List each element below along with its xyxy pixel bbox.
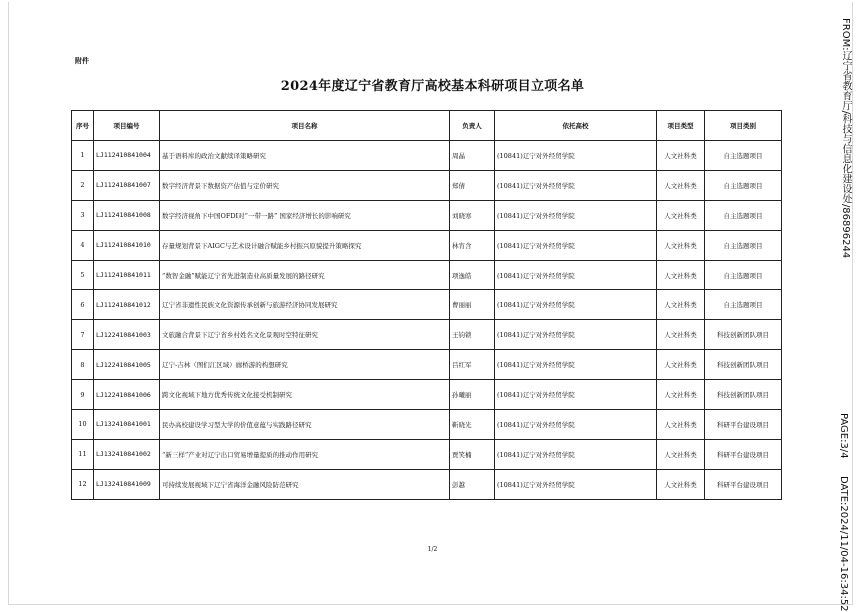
cell-category: 科研平台建设项目: [705, 439, 782, 469]
col-header-category: 项目类别: [705, 111, 782, 141]
cell-name: 跨文化视域下地方优秀传统文化接受机制研究: [160, 380, 450, 410]
table-row: [72, 260, 782, 290]
col-header-leader: 负责人: [450, 111, 495, 141]
table-row: [72, 290, 782, 320]
cell-name: 存量规划背景下AIGC与艺术设计融合赋能乡村振兴原貌提升策略探究: [160, 230, 450, 260]
cell-name: 基于语料库的政治文献续译策略研究: [160, 141, 450, 171]
cell-type: 人文社科类: [657, 469, 705, 499]
fax-page-text: PAGE:3/4: [838, 413, 849, 459]
table-header-row: [72, 111, 782, 141]
cell-category: 科技创新团队项目: [705, 320, 782, 350]
cell-code: LJ122410841006: [94, 380, 160, 410]
cell-category: 自主选题项目: [705, 141, 782, 171]
table-row: [72, 410, 782, 440]
cell-code: LJ112410841011: [94, 260, 160, 290]
cell-code: LJ122410841003: [94, 320, 160, 350]
col-header-university: 依托高校: [495, 111, 657, 141]
cell-code: LJ132410841009: [94, 469, 160, 499]
cell-university: (10841)辽宁对外经贸学院: [495, 141, 657, 171]
cell-university: (10841)辽宁对外经贸学院: [495, 350, 657, 380]
cell-university: (10841)辽宁对外经贸学院: [495, 439, 657, 469]
page-title: 2024年度辽宁省教育厅高校基本科研项目立项名单: [280, 79, 585, 94]
cell-type: 人文社科类: [657, 439, 705, 469]
cell-type: 人文社科类: [657, 320, 705, 350]
cell-leader: 孙曦丽: [450, 380, 495, 410]
cell-type: 人文社科类: [657, 410, 705, 440]
table-row: [72, 380, 782, 410]
cell-code: LJ112410841007: [94, 170, 160, 200]
cell-university: (10841)辽宁对外经贸学院: [495, 469, 657, 499]
col-header-type: 项目类型: [657, 111, 705, 141]
cell-type: 人文社科类: [657, 260, 705, 290]
cell-leader: 彭越: [450, 469, 495, 499]
cell-name: 辽宁省非遗性民族文化资源传承创新与旅游经济协同发展研究: [160, 290, 450, 320]
cell-category: 自主选题项目: [705, 200, 782, 230]
col-header-code: 项目编号: [94, 111, 160, 141]
table-row: [72, 230, 782, 260]
cell-index: 9: [72, 380, 94, 410]
cell-category: 自主选题项目: [705, 290, 782, 320]
table-row: [72, 141, 782, 171]
cell-leader: 贾笑楠: [450, 439, 495, 469]
table-body: [72, 141, 782, 500]
table-row: [72, 439, 782, 469]
cell-university: (10841)辽宁对外经贸学院: [495, 170, 657, 200]
cell-category: 科研平台建设项目: [705, 469, 782, 499]
cell-university: (10841)辽宁对外经贸学院: [495, 410, 657, 440]
cell-leader: 林宵含: [450, 230, 495, 260]
cell-leader: 周晶: [450, 141, 495, 171]
cell-index: 2: [72, 170, 94, 200]
table-row: [72, 170, 782, 200]
cell-index: 6: [72, 290, 94, 320]
cell-name: 文旅融合背景下辽宁省乡村姓名文化景观时空特征研究: [160, 320, 450, 350]
cell-index: 8: [72, 350, 94, 380]
cell-index: 10: [72, 410, 94, 440]
cell-leader: 项逸皓: [450, 260, 495, 290]
cell-leader: 吕红军: [450, 350, 495, 380]
cell-index: 7: [72, 320, 94, 350]
cell-index: 5: [72, 260, 94, 290]
attachment-label: 附件: [75, 56, 89, 65]
table-row: [72, 350, 782, 380]
cell-type: 人文社科类: [657, 290, 705, 320]
cell-index: 1: [72, 141, 94, 171]
cell-code: LJ132410841002: [94, 439, 160, 469]
cell-category: 自主选题项目: [705, 170, 782, 200]
cell-name: 辽宁-吉林（图们江区域）廊桥游的构想研究: [160, 350, 450, 380]
cell-university: (10841)辽宁对外经贸学院: [495, 200, 657, 230]
cell-leader: 郑倩: [450, 170, 495, 200]
cell-type: 人文社科类: [657, 350, 705, 380]
cell-category: 自主选题项目: [705, 230, 782, 260]
cell-leader: 靳晓光: [450, 410, 495, 440]
fax-date-text: DATE:2024/11/04-16:34:52: [838, 476, 849, 612]
cell-university: (10841)辽宁对外经贸学院: [495, 290, 657, 320]
cell-leader: 刘晓寒: [450, 200, 495, 230]
cell-index: 4: [72, 230, 94, 260]
cell-university: (10841)辽宁对外经贸学院: [495, 230, 657, 260]
col-header-name: 项目名称: [160, 111, 450, 141]
cell-name: 数字经济视角下中国OFDI对“一带一路” 国家经济增长的影响研究: [160, 200, 450, 230]
table-row: [72, 320, 782, 350]
cell-name: 可持续发展视域下辽宁省海洋金融风险防范研究: [160, 469, 450, 499]
cell-university: (10841)辽宁对外经贸学院: [495, 380, 657, 410]
page-number: 1/2: [427, 546, 438, 553]
cell-category: 科研平台建设项目: [705, 410, 782, 440]
cell-category: 科技创新团队项目: [705, 350, 782, 380]
cell-leader: 曹丽丽: [450, 290, 495, 320]
cell-name: 民办高校建设学习型大学的价值意蕴与实践路径研究: [160, 410, 450, 440]
cell-code: LJ112410841004: [94, 141, 160, 171]
cell-code: LJ112410841008: [94, 200, 160, 230]
cell-type: 人文社科类: [657, 141, 705, 171]
cell-code: LJ112410841010: [94, 230, 160, 260]
cell-name: “数智金融”赋能辽宁省先进制造业高质量发展的路径研究: [160, 260, 450, 290]
cell-type: 人文社科类: [657, 380, 705, 410]
cell-university: (10841)辽宁对外经贸学院: [495, 320, 657, 350]
fax-from-text: FROM:辽宁省教育厅/科技与信息化建设处/86896244: [840, 18, 851, 259]
table-row: [72, 200, 782, 230]
cell-index: 3: [72, 200, 94, 230]
project-table: [71, 110, 782, 500]
cell-type: 人文社科类: [657, 200, 705, 230]
cell-category: 科技创新团队项目: [705, 380, 782, 410]
cell-category: 自主选题项目: [705, 260, 782, 290]
cell-index: 11: [72, 439, 94, 469]
cell-code: LJ112410841012: [94, 290, 160, 320]
cell-code: LJ122410841005: [94, 350, 160, 380]
cell-university: (10841)辽宁对外经贸学院: [495, 260, 657, 290]
cell-name: “新三样”产业对辽宁出口贸易增量提质的推动作用研究: [160, 439, 450, 469]
cell-name: 数字经济背景下数据资产估值与定价研究: [160, 170, 450, 200]
table-row: [72, 469, 782, 499]
cell-leader: 王钧锁: [450, 320, 495, 350]
cell-index: 12: [72, 469, 94, 499]
cell-type: 人文社科类: [657, 170, 705, 200]
cell-code: LJ132410841001: [94, 410, 160, 440]
col-header-index: 序号: [72, 111, 94, 141]
cell-type: 人文社科类: [657, 230, 705, 260]
